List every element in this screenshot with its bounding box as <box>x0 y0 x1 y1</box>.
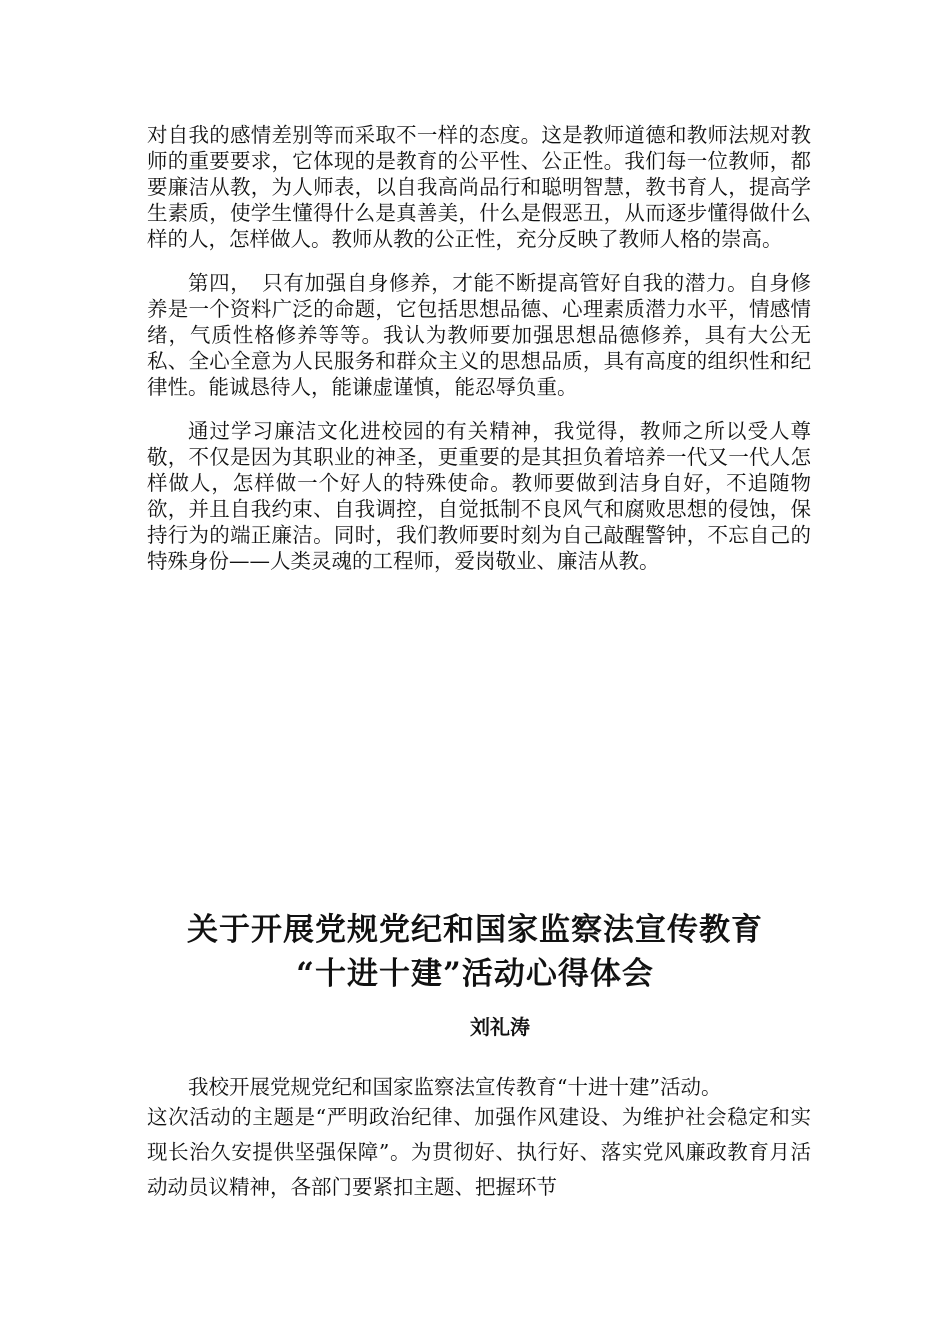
article-title-line-2: “十进十建”活动心得体会 <box>296 956 654 992</box>
body-paragraph-2: 第四， 只有加强自身修养，才能不断提高管好自我的潜力。自身修养是一个资料广泛的命题，它包括思想品德、心理素质潜力水平，情感情绪，气质性格修养等等。我认为教师要加强思想品德修养，具有大公无私、全心全意为人民服务和群众主义的思想品质，具有高度的组织性和纪律性。能诚恳待人，能谦虚谨慎，能忍辱负重。 <box>147 271 811 399</box>
article-title <box>120 908 830 996</box>
article-title-line-1: 关于开展党规党纪和国家监察法宣传教育 <box>187 912 763 948</box>
article-intro-first-line: 我校开展党规党纪和国家监察法宣传教育“十进十建”活动。 <box>188 1075 722 1099</box>
body-paragraph-3: 通过学习廉洁文化进校园的有关精神，我觉得，教师之所以受人尊敬，不仅是因为其职业的神圣，更重要的是其担负着培养一代又一代人怎样做人，怎样做一个好人的特殊使命。教师要做到洁身自好，不追随物欲，并且自我约束、自我调控，自觉抵制不良风气和腐败思想的侵蚀，保持行为的端正廉洁。同时，我们教师要时刻为自己敲醒警钟，不忘自己的特殊身份——人类灵魂的工程师，爱岗敬业、廉洁从教。 <box>147 419 811 573</box>
article-intro-paragraph <box>147 1074 811 1205</box>
article-intro-rest: 这次活动的主题是“严明政治纪律、加强作风建设、为维护社会稳定和实现长治久安提供坚强保障”。为贯彻好、执行好、落实党风廉政教育月活动动员议精神，各部门要紧扣主题、把握环节 <box>147 1105 811 1199</box>
body-paragraph-1: 对自我的感情差别等而采取不一样的态度。这是教师道德和教师法规对教师的重要要求，它体现的是教育的公平性、公正性。我们每一位教师，都要廉洁从教，为人师表，以自我高尚品行和聪明智慧，教书育人，提高学生素质，使学生懂得什么是真善美，什么是假恶丑，从而逐步懂得做什么样的人，怎样做人。教师从教的公正性，充分反映了教师人格的崇高。 <box>147 123 811 251</box>
previous-article-body <box>147 122 811 574</box>
article-body <box>147 1074 811 1205</box>
article-author: 刘礼涛 <box>470 1015 530 1039</box>
